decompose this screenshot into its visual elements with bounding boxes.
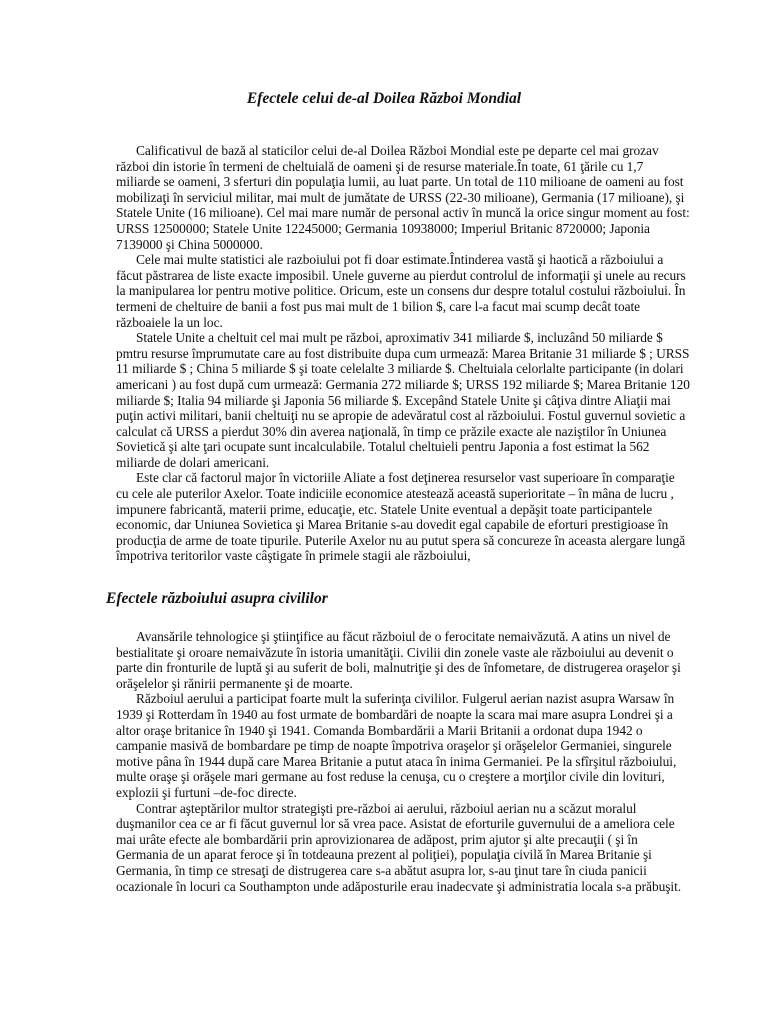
- section-civilian-effects: [116, 629, 690, 894]
- document-title: Efectele celui de-al Doilea Război Mondial: [246, 90, 522, 107]
- paragraph: Războiul aerului a participat foarte mult la suferinţa civililor. Fulgerul aerian nazist asupra Warsaw în 1939 şi Rotterdam în 1940 au fost urmate de bombardări de noapte la scara mai mare asupra Londrei şi a altor oraşe britanice în 1940 şi 1941. Comanda Bombardării a Marii Britanii a ordonat dupa 1942 o campanie masivă de bombardare pe timp de noapte împotriva oraşelor şi orăşelelor Germaniei, singurele motive pâna în 1944 după care Marea Britanie a putut ataca în inima Germaniei. Pe la sfîrşitul războiului, multe oraşe şi orăşele mari germane au fost reduse la cenuşa, cu o creştere a morţilor civile din lovituri, explozii şi furtuni –de-foc directe.: [116, 691, 677, 800]
- section-heading: Efectele războiului asupra civililor: [106, 590, 328, 607]
- paragraph: Avansările tehnologice şi ştiinţifice au făcut războiul de o ferocitate nemaivăzută. A atins un nivel de bestialitate şi oroare nemaivăzute în istoria umanităţii. Civilii din zonele vaste ale războiului au devenit o parte din fronturile de luptă şi au suferit de boli, malnutriţie şi des de înfometare, de distrugerea oraşelor şi orăşelelor şi rănirii permanente şi de moarte.: [116, 629, 681, 691]
- paragraph: Calificativul de bază al staticilor celui de-al Doilea Război Mondial este pe departe cel mai grozav război din istorie în termeni de cheltuială de oameni şi de resurse materiale.În toate, 61 ţările cu 1,7 miliarde se oameni, 3 sferturi din populaţia lumii, au luat parte. Un total de 110 milioane de oameni au fost mobilizaţi în serviciul militar, mai mult de jumătate de URSS (22-30 milioane), Germania (17 milioane), şi Statele Unite (16 milioane). Cel mai mare număr de personal activ în muncă la orice singur moment au fost: URSS 12500000; Statele Unite 12245000; Germania 10938000; Imperiul Britanic 8720000; Japonia 7139000 şi China 5000000.: [116, 143, 690, 252]
- paragraph: Statele Unite a cheltuit cel mai mult pe război, aproximativ 341 miliarde $, incluzând 50 miliarde $ pmtru resurse împrumutate care au fost distribuite dupa cum urmează: Marea Britanie 31 miliarde $ ; URSS 11 miliarde $ ; China 5 miliarde $ şi toate celelalte 3 miliarde $. Cheltuiala celorlalte participante (in dolari americani ) au fost după cum urmează: Germania 272 miliarde $; URSS 192 miliarde $; Marea Britanie 120 miliarde $; Italia 94 miliarde şi Japonia 56 miliarde $. Excepând Statele Unite şi câţiva dintre Aliaţii mai puţin activi militari, banii cheltuiţi nu se apropie de adevăratul cost al războiului. Fostul guvernul sovietic a calculat că URSS a pierdut 30% din averea naţională, în timp ce prăzile exacte ale naziştilor în Uniunea Sovietică şi alte ţari ocupate sunt incalculabile. Totalul cheltuieli pentru Japonia a fost estimat la 562 miliarde de dolari americani.: [116, 330, 690, 470]
- paragraph: Cele mai multe statistici ale razboiului pot fi doar estimate.Întinderea vastă şi haotică a războiului a făcut păstrarea de liste exacte imposibil. Unele guverne au pierdut controlul de informaţii şi unele au recurs la manipularea lor pentru motive politice. Oricum, este un consens dur despre totalul costului războiului. În termeni de cheltuire de banii a fost pus mai mult de 1 bilion $, care l-a facut mai scump decât toate războaiele la un loc.: [116, 252, 686, 330]
- paragraph: Contrar aşteptărilor multor strategişti pre-război ai aerului, războiul aerian nu a scăzut moralul duşmanilor cea ce ar fi făcut guvernul lor să vrea pace. Asistat de eforturile guvernului de a ameliora cele mai urâte efecte ale bombardării prin aprovizionarea de adăpost, prim ajutor şi alte precauţii ( şi în Germania de un aparat feroce şi în totdeauna prezent al poliţiei), populaţia civilă în Marea Britanie şi Germania, în timp ce stresaţi de distrugerea care s-a abătut asupra lor, s-au ţinut tare în ciuda panicii ocazionale în locuri ca Southampton unde adăposturile erau inadecvate şi administratia locala s-a prăbuşit.: [116, 800, 682, 894]
- section-economic-effects: [116, 143, 690, 564]
- paragraph: Este clar că factorul major în victoriile Aliate a fost deţinerea resurselor vast superioare în comparaţie cu cele ale puterilor Axelor. Toate indiciile economice atestează această superioritate – în mâna de lucru , impunere fabricantă, materii prime, educaţie, etc. Statele Unite eventual a depăşit toate participantele economic, dar Uniunea Sovietica şi Marea Britanie s-au dovedit egal capabile de eforturi prestigioase în producţia de arme de toate tipurile. Puterile Axelor nu au putut spera să concureze în aceasta alergare lungă împotriva teritorilor vaste câştigate în primele stagii ale războiului,: [116, 470, 686, 564]
